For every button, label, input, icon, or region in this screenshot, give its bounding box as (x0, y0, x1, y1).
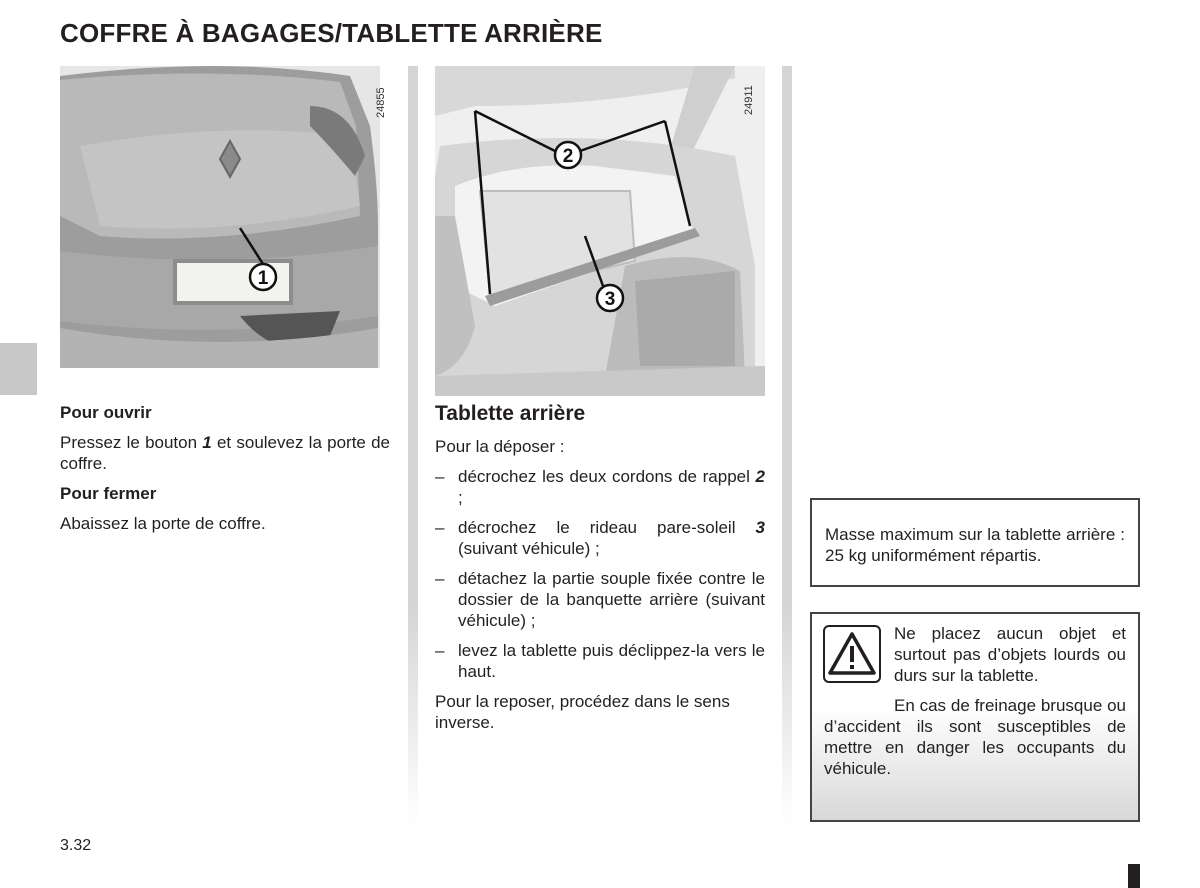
list-item: – levez la tablette puis déclippez-la vers le haut. (435, 641, 765, 681)
section-tab (0, 343, 37, 395)
close-instructions: Abaissez la porte de coffre. (60, 514, 266, 533)
page-number: 3.32 (60, 837, 92, 854)
open-heading: Pour ouvrir (60, 403, 152, 422)
list-item: – détachez la partie souple fixée contre le dossier de la banquette arrière (suivant véhicule) ; (435, 569, 765, 630)
callout-1: 1 (257, 268, 269, 289)
warning-text-2: En cas de freinage brusque ou d’accident ils sont susceptibles de mettre en danger les occupants du véhicule. (824, 696, 1126, 778)
open-instructions: Pressez le bouton 1 et soulevez la porte de coffre. (60, 433, 391, 473)
removal-intro: Pour la déposer : (435, 437, 565, 456)
max-load-note: Masse maximum sur la tablette arrière : 25 kg uniformément répartis. (810, 498, 1140, 587)
refit-instructions: Pour la reposer, procédez dans le sens inverse. (435, 692, 730, 732)
column-divider (782, 66, 792, 826)
figure-code: 24855 (375, 87, 387, 118)
column-divider (408, 66, 418, 826)
section-heading: Tablette arrière (435, 402, 586, 425)
page-marker (1128, 864, 1140, 888)
left-column-text (60, 402, 390, 543)
removal-steps (435, 466, 765, 682)
figure-trunk-button (60, 66, 380, 368)
close-heading: Pour fermer (60, 484, 157, 503)
callout-2: 2 (562, 146, 574, 167)
list-item: – décrochez le rideau pare-soleil 3 (suivant véhicule) ; (435, 518, 765, 558)
middle-column-text (435, 401, 765, 742)
warning-triangle-icon (823, 625, 881, 683)
warning-text-1: Ne placez aucun objet et surtout pas d’objets lourds ou durs sur la tablette. (894, 624, 1126, 685)
list-item: – décrochez les deux cordons de rappel 2 ; (435, 467, 765, 507)
callout-3: 3 (604, 289, 616, 310)
figure-parcel-shelf (435, 66, 765, 396)
figure-code: 24911 (743, 85, 755, 115)
page-title: COFFRE À BAGAGES/TABLETTE ARRIÈRE (60, 18, 603, 48)
ref-1: 1 (202, 433, 212, 452)
warning-box (810, 612, 1140, 822)
